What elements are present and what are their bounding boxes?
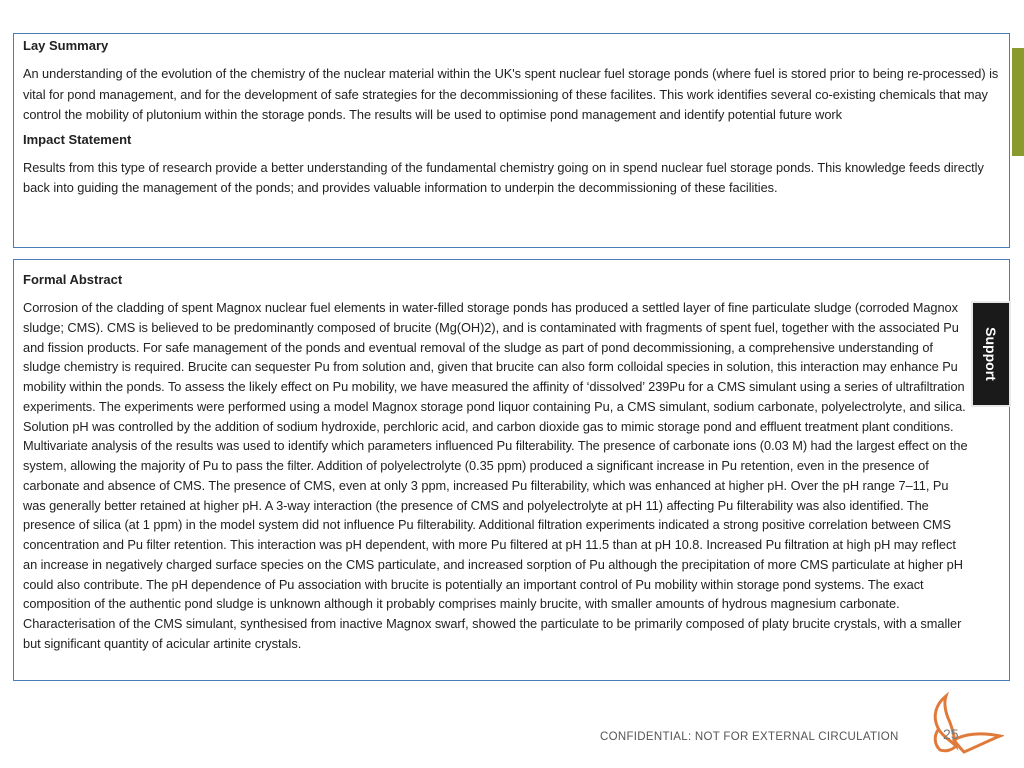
confidential-footer: CONFIDENTIAL: NOT FOR EXTERNAL CIRCULATION: [600, 731, 899, 743]
support-tab-label: Support: [983, 327, 999, 381]
butterfly-logo-icon: [924, 690, 1004, 756]
formal-abstract-text: Corrosion of the cladding of spent Magnox nuclear fuel elements in water-filled storage ponds has produced a settled layer of fine particulate sludge (corroded Magnox sludge; CMS). CMS is believed to be predominantly composed of brucite (Mg(OH)2), and is contaminated with fragments of spent fuel, together with the associated Pu and fission products. For safe management of the ponds and eventual removal of the sludge as part of pond decommissioning, a comprehensive understanding of sludge chemistry is required. Brucite can sequester Pu from solution and, given that brucite can also form colloidal species in solution, this interaction may enhance Pu mobility within the ponds. To assess the likely effect on Pu mobility, we have measured the affinity of ‘dissolved’ 239Pu for a CMS simulant using a series of ultrafiltration experiments. The experiments were performed using a model Magnox storage pond liquor containing Pu, a CMS simulant, sodium carbonate, polyelectrolyte, and silica. Solution pH was controlled by the addition of sodium hydroxide, perchloric acid, and carbon dioxide gas to mimic storage pond and effluent treatment plant conditions. Multivariate analysis of the results was used to identify which parameters influenced Pu filterability. The presence of carbonate ions (0.03 M) had the largest effect on the system, allowing the majority of Pu to pass the filter. Addition of polyelectrolyte (0.35 ppm) produced a significant increase in Pu retention, even in the presence of carbonate and absence of CMS. The presence of CMS, even at only 3 ppm, increased Pu filterability, which was enhanced at higher pH. Over the pH range 7–11, Pu was generally better retained at higher pH. A 3-way interaction (the presence of CMS and polyelectrolyte at pH 11) affecting Pu filterability was also identified. The presence of silica (at 1 ppm) in the model system did not influence Pu filterability. Additional filtration experiments indicated a strong positive correlation between CMS concentration and Pu filter retention. This interaction was pH dependent, with more Pu filtered at pH 11.5 than at pH 10.8. Increased Pu filtration at high pH may reflect an increase in negatively charged surface species on the CMS particulate, and increased sorption of Pu although the precipitation of more CMS particulate at higher pH could also contribute. The pH dependence of Pu association with brucite is potentially an important control of Pu mobility within storage pond systems. The exact composition of the authentic pond sludge is unknown although it probably comprises mainly brucite, with smaller amounts of hydrous magnesium carbonate. Characterisation of the CMS simulant, synthesised from inactive Magnox swarf, showed the particulate to be primarily composed of platy brucite crystals, with a smaller but significant quantity of acicular artinite crystals.: [23, 300, 968, 651]
abstract-box: [13, 259, 1010, 681]
page-number: 25: [943, 726, 959, 742]
formal-abstract-heading: Formal Abstract: [23, 272, 123, 287]
accent-bar: [1012, 48, 1024, 156]
summary-box: [13, 33, 1010, 248]
impact-statement-heading: Impact Statement: [23, 131, 132, 147]
lay-summary-heading: Lay Summary: [23, 38, 109, 53]
impact-statement-text: Results from this type of research provide a better understanding of the fundamental chemistry going on in spend nuclear fuel storage ponds. This knowledge feeds directly back into guiding the management of the ponds; and provides valuable information to underpin the decommissioning of these facilities.: [23, 159, 984, 196]
lay-summary-text: An understanding of the evolution of the chemistry of the nuclear material within the UK's spent nuclear fuel storage ponds (where fuel is stored prior to being re-processed) is vital for pond management, and for the development of safe strategies for the decommissioning of these facilites. This work identifies several co-existing chemicals that may control the mobility of plutonium within the storage ponds. The results will be used to optimise pond management and identify potential future work: [23, 66, 999, 123]
support-tab-button[interactable]: [971, 301, 1011, 407]
